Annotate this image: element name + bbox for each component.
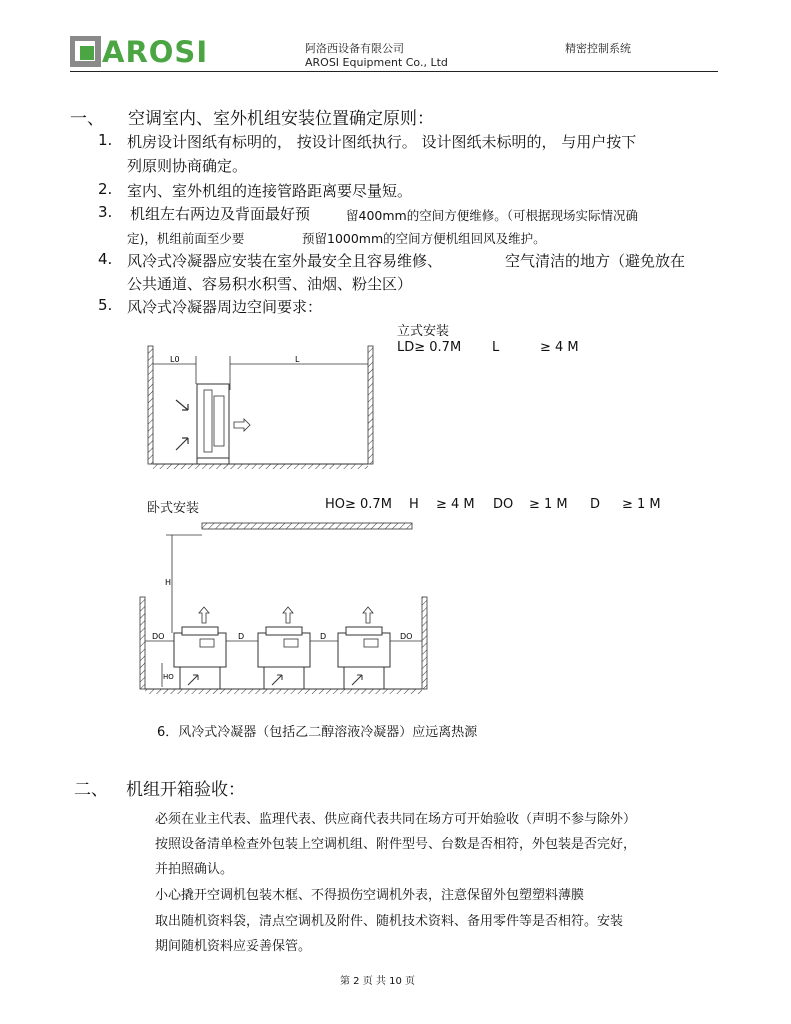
item1-line2: 列原则协商确定。 [127, 157, 248, 175]
horizontal-req-ho: HO≥ 0.7M [325, 497, 392, 512]
dim-label-l: L [295, 355, 300, 364]
item3-line1a: 机组左右两边及背面最好预 [130, 205, 311, 223]
condenser-unit-3 [338, 607, 390, 689]
item1-number: 1. [98, 131, 113, 149]
item4-number: 4. [98, 250, 113, 268]
dim-label-d-1: D [238, 632, 245, 641]
condenser-unit-1 [174, 607, 226, 689]
item3-number: 3. [98, 203, 113, 221]
item1-line1: 机房设计图纸有标明的， 按设计图纸执行。 设计图纸未标明的， 与用户按下 [127, 133, 637, 151]
para-2: 按照设备清单检查外包装上空调机组、附件型号、台数是否相符，外包装是否完好， [155, 837, 637, 852]
item5-number: 5. [98, 296, 113, 314]
section2-title: 机组开箱验收： [126, 780, 245, 800]
vertical-install-title: 立式安装 [397, 324, 450, 339]
horizontal-install-title: 卧式安装 [147, 501, 200, 516]
horizontal-req-do-value: ≥ 1 M [529, 497, 568, 512]
item3-line1b: 留400mm的空间方便维修。（可根据现场实际情况确 [346, 208, 638, 223]
item3-line2a: 定)，机组前面至少要 [127, 231, 245, 246]
logo-text: AROSI [102, 35, 209, 69]
logo-mark-icon [70, 36, 102, 68]
section1-title: 空调室内、室外机组安装位置确定原则： [128, 109, 434, 129]
header-divider [70, 71, 718, 72]
horizontal-req-h: H [409, 497, 419, 512]
company-name-en: AROSI Equipment Co., Ltd [305, 56, 448, 69]
item3-line2b: 预留1000mm的空间方便机组回风及维护。 [302, 231, 546, 246]
horizontal-req-d-value: ≥ 1 M [622, 497, 661, 512]
para-5: 取出随机资料袋，清点空调机及附件、随机技术资料、备用零件等是否相符。安装 [155, 914, 624, 929]
section2-number: 二、 [74, 780, 108, 800]
dim-label-h: H [165, 578, 172, 587]
dim-label-do-left: DO [152, 632, 165, 641]
condenser-unit-2 [258, 607, 310, 689]
vertical-req-ld: LD≥ 0.7M [397, 340, 462, 355]
item5-line1: 风冷式冷凝器周边空间要求： [127, 298, 323, 316]
para-1: 必须在业主代表、监理代表、供应商代表共同在场方可开始验收（声明不参与除外） [155, 812, 637, 827]
item2-line1: 室内、室外机组的连接管路距离要尽量短。 [127, 182, 413, 200]
horizontal-req-do: DO [493, 497, 514, 512]
section1-number: 一、 [70, 109, 104, 129]
company-name-cn: 阿洛西设备有限公司 [305, 42, 404, 55]
dim-label-do-right: DO [400, 632, 413, 641]
vertical-req-l: L [492, 340, 500, 355]
dim-label-l0: L0 [170, 355, 180, 364]
page-number: 第 2 页 共 10 页 [340, 976, 415, 987]
item4-line2: 公共通道、容易积水积雪、油烟、粉尘区） [127, 275, 413, 293]
vertical-install-diagram [140, 340, 380, 475]
horizontal-req-h-value: ≥ 4 M [436, 497, 475, 512]
vertical-req-l-value: ≥ 4 M [540, 340, 579, 355]
para-4: 小心撬开空调机包装木框、不得损伤空调机外表，注意保留外包塑塑料薄膜 [155, 888, 585, 903]
item6-text: 6．风冷式冷凝器（包括乙二醇溶液冷凝器）应远离热源 [157, 725, 478, 740]
para-3: 并拍照确认。 [155, 862, 234, 877]
dim-label-ho: HO [163, 673, 174, 681]
horizontal-install-diagram [130, 515, 440, 700]
horizontal-req-d: D [590, 497, 601, 512]
item4-line1a: 风冷式冷凝器应安装在室外最安全且容易维修、 [127, 252, 443, 270]
system-name: 精密控制系统 [565, 42, 631, 55]
para-6: 期间随机资料应妥善保管。 [155, 939, 312, 954]
dim-label-d-2: D [320, 632, 327, 641]
item2-number: 2. [98, 180, 113, 198]
item4-line1b: 空气清洁的地方（避免放在 [505, 252, 686, 270]
